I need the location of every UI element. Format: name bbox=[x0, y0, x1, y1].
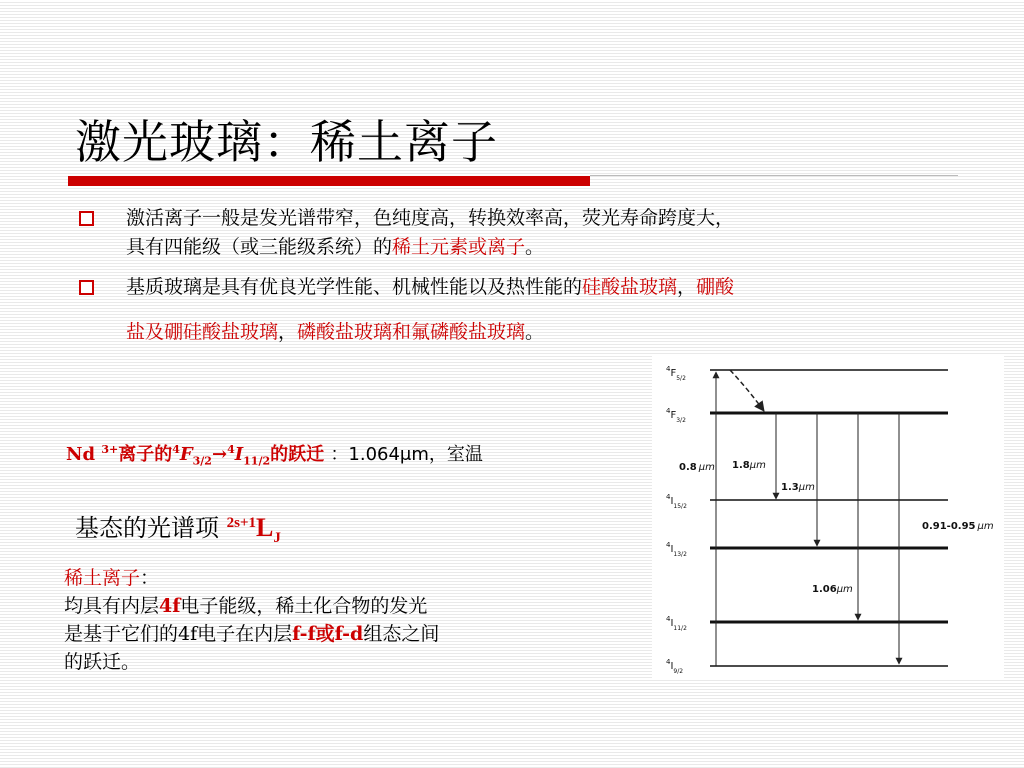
bullet-1-line-2 bbox=[126, 233, 544, 261]
transition-1-06-label bbox=[812, 584, 853, 595]
rare-earth-heading-colon: ： bbox=[140, 567, 160, 589]
rare-earth-l2a: 均具有内层 bbox=[64, 595, 160, 617]
level-label-4i132-sub: 13/2 bbox=[673, 551, 687, 558]
term-superscript: 2s+1 bbox=[226, 515, 257, 531]
lower-level-letter: I bbox=[234, 444, 244, 465]
nd-text-a: 离子的 bbox=[118, 444, 173, 465]
level-labels bbox=[666, 365, 687, 675]
svg-text:4I11/2 bbox=[666, 615, 687, 632]
bullet-1-highlight: 稀土元素或离子 bbox=[392, 236, 526, 258]
transition-arrow: → bbox=[211, 444, 228, 465]
bullet-2-highlight-2: 硼酸 bbox=[696, 276, 735, 298]
level-label-4i152-sup: 4 bbox=[666, 493, 671, 501]
pump-value: 0.8 bbox=[679, 462, 697, 473]
energy-level-diagram bbox=[652, 356, 1004, 680]
bullet-2-highlight-1: 硅酸盐玻璃 bbox=[582, 276, 678, 298]
rare-earth-l3c: 组态之间 bbox=[363, 623, 440, 645]
nd-text-b: 的跃迁 bbox=[270, 444, 325, 465]
ground-state-term bbox=[75, 508, 281, 547]
bullet-square-icon bbox=[79, 211, 94, 226]
level-label-4i132-letter: I bbox=[670, 544, 674, 555]
nd-transition-line bbox=[66, 440, 483, 468]
svg-text:4F3/2 bbox=[666, 407, 686, 424]
level-label-4i152-sub: 15/2 bbox=[673, 503, 687, 510]
bullet-2-line-2 bbox=[126, 318, 544, 346]
t3-unit: μm bbox=[977, 521, 994, 532]
bullet-1-end: 。 bbox=[525, 236, 545, 258]
t2-value: 1.3 bbox=[781, 482, 799, 493]
bullet-2-end: 。 bbox=[525, 321, 545, 343]
rare-earth-l3a: 是基于它们的4f电子在内层 bbox=[64, 623, 293, 645]
bullet-2-line-1 bbox=[126, 273, 734, 301]
pump-unit: μm bbox=[698, 462, 715, 473]
term-main: L bbox=[256, 513, 274, 542]
rare-earth-4f: 4f bbox=[159, 595, 181, 617]
bullet-2-plain: 基质玻璃是具有优良光学性能、机械性能以及热性能的 bbox=[126, 276, 583, 298]
nd-value: ：1.064μm，室温 bbox=[330, 444, 483, 465]
level-label-4f32-sub: 3/2 bbox=[676, 417, 686, 424]
level-label-4i112-sub: 11/2 bbox=[673, 625, 687, 632]
t3-value: 0.91-0.95 bbox=[922, 521, 976, 532]
bullet-1-line-1: 激活离子一般是发光谱带窄，色纯度高，转换效率高，荧光寿命跨度大， bbox=[126, 207, 735, 229]
bullet-2-comma-1: ， bbox=[677, 276, 697, 298]
title-underline-red bbox=[68, 176, 590, 186]
level-label-4f52-sup: 4 bbox=[666, 365, 671, 373]
rare-earth-paragraph bbox=[64, 564, 439, 676]
bullet-2-highlight-4: 磷酸盐玻璃和氟磷酸盐玻璃 bbox=[297, 321, 526, 343]
lower-level-sup: 4 bbox=[227, 443, 235, 456]
t2-unit: μm bbox=[798, 482, 815, 493]
page-title: 激光玻璃：稀土离子 bbox=[75, 115, 498, 169]
level-label-4i132-sup: 4 bbox=[666, 541, 671, 549]
upper-level-letter: F bbox=[179, 444, 193, 465]
t1-value: 1.8 bbox=[732, 460, 750, 471]
transition-1-3-label bbox=[781, 482, 815, 493]
rare-earth-l4: 的跃迁。 bbox=[64, 651, 141, 673]
nd-ion: Nd bbox=[66, 444, 96, 465]
level-label-4f52-letter: F bbox=[670, 368, 677, 379]
transition-1-8-label bbox=[732, 460, 766, 471]
lower-level-sub: 11/2 bbox=[243, 454, 271, 468]
level-label-4i112-sup: 4 bbox=[666, 615, 671, 623]
bullet-square-icon bbox=[79, 280, 94, 295]
rare-earth-l2c: 电子能级，稀土化合物的发光 bbox=[180, 595, 428, 617]
level-label-4i112-letter: I bbox=[670, 618, 674, 629]
nd-charge: 3+ bbox=[101, 443, 119, 456]
svg-text:4I13/2 bbox=[666, 541, 687, 558]
upper-level-sup: 4 bbox=[172, 443, 180, 456]
level-label-4i152-letter: I bbox=[670, 496, 674, 507]
ground-state-label: 基态的光谱项 bbox=[75, 514, 227, 542]
level-label-4f52-sub: 5/2 bbox=[676, 375, 686, 382]
transition-0-91-label bbox=[922, 521, 994, 532]
bullet-2-highlight-3: 盐及硼硅酸盐玻璃 bbox=[126, 321, 279, 343]
title-underline-gray bbox=[590, 175, 958, 176]
pump-wavelength-label bbox=[679, 462, 715, 473]
level-label-4i92-sub: 9/2 bbox=[673, 668, 684, 675]
t4-unit: μm bbox=[836, 584, 853, 595]
rare-earth-heading: 稀土离子 bbox=[64, 567, 141, 589]
t4-value: 1.06 bbox=[812, 584, 837, 595]
svg-text:4I9/2 bbox=[666, 658, 683, 675]
t1-unit: μm bbox=[749, 460, 766, 471]
level-label-4f32-sup: 4 bbox=[666, 407, 671, 415]
bullet-1-plain: 具有四能级（或三能级系统）的 bbox=[126, 236, 393, 258]
level-label-4i92-sup: 4 bbox=[666, 658, 671, 666]
rare-earth-ff-fd: f-f或f-d bbox=[292, 623, 364, 645]
level-label-4f32-letter: F bbox=[670, 410, 677, 421]
svg-text:4F5/2 bbox=[666, 365, 686, 382]
upper-level-sub: 3/2 bbox=[192, 454, 212, 468]
energy-level-svg bbox=[652, 356, 1004, 680]
level-label-4i92-letter: I bbox=[670, 661, 674, 672]
term-subscript: J bbox=[273, 529, 281, 546]
bullet-2-comma-2: ， bbox=[278, 321, 298, 343]
nonradiative-decay-arrow bbox=[730, 370, 764, 411]
svg-text:4I15/2 bbox=[666, 493, 687, 510]
